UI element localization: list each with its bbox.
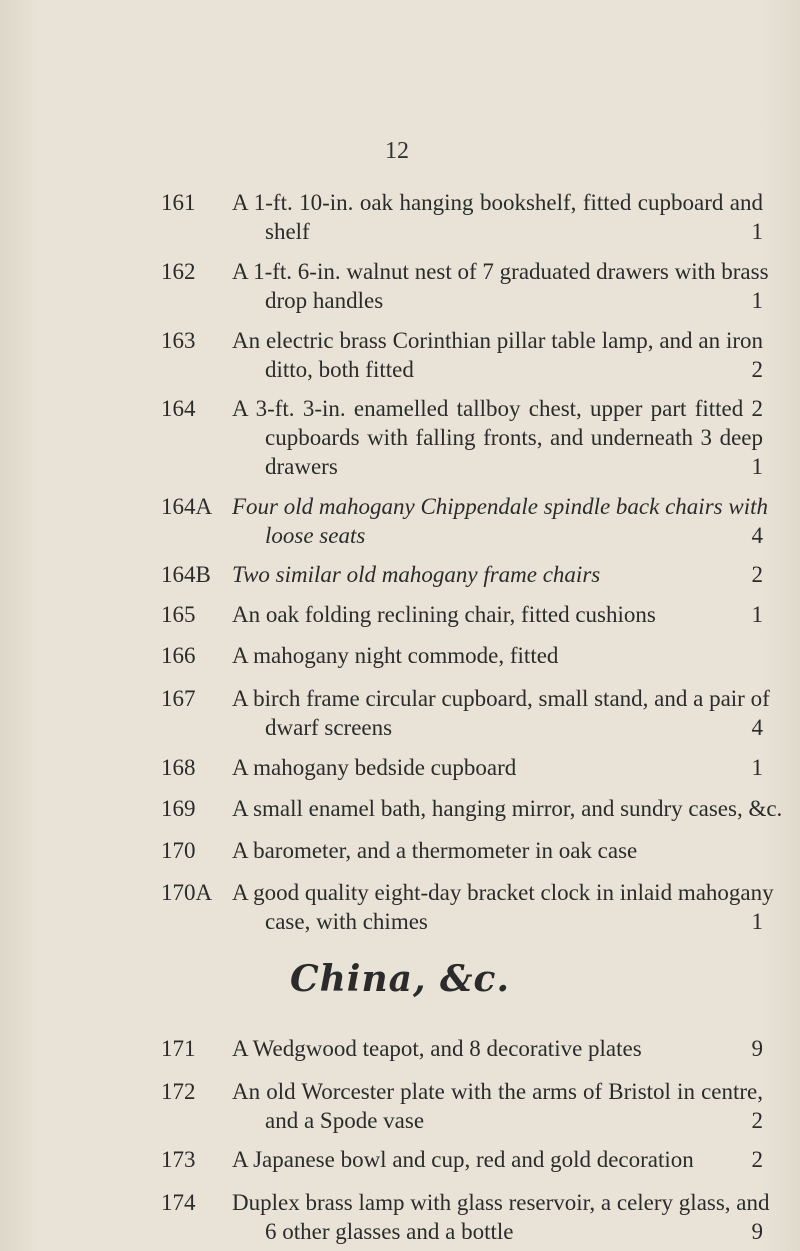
- lot-description: A Wedgwood teapot, and 8 decorative plates: [232, 1036, 642, 1061]
- lot-description: An old Worcester plate with the arms of Bristol in centre,: [232, 1079, 763, 1104]
- lot-description: A small enamel bath, hanging mirror, and sundry cases, &c.: [232, 796, 783, 821]
- lot-quantity: 9: [751, 1036, 763, 1061]
- lot-description: An electric brass Corinthian pillar table lamp, and an iron: [232, 328, 763, 353]
- page-number: 12: [385, 138, 409, 164]
- lot-number: 170A: [161, 880, 213, 905]
- lot-number: 166: [161, 643, 196, 668]
- lot-description: A good quality eight-day bracket clock in inlaid mahogany: [232, 880, 774, 905]
- lot-quantity: 4: [751, 715, 763, 740]
- lot-description: Two similar old mahogany frame chairs: [232, 562, 601, 587]
- lot-description-cont: drop handles: [265, 288, 384, 313]
- lot-quantity: 1: [751, 288, 763, 313]
- lot-description: A Japanese bowl and cup, red and gold decoration: [232, 1147, 694, 1172]
- lot-quantity: 2: [751, 562, 763, 587]
- lot-number: 170: [161, 838, 196, 863]
- lot-quantity: 2: [751, 1147, 763, 1172]
- lot-description: A mahogany bedside cupboard: [232, 755, 517, 780]
- lot-number: 169: [161, 796, 196, 821]
- lot-quantity: 2: [751, 357, 763, 382]
- lot-number: 172: [161, 1079, 196, 1104]
- lot-description: A barometer, and a thermometer in oak case: [232, 838, 638, 863]
- lot-number: 171: [161, 1036, 196, 1061]
- lot-description: A 1-ft. 10-in. oak hanging bookshelf, fitted cupboard and: [232, 190, 763, 215]
- lot-description-cont: and a Spode vase: [265, 1108, 425, 1133]
- lot-description: A 3-ft. 3-in. enamelled tallboy chest, upper part fitted 2: [232, 396, 763, 421]
- lot-quantity: 1: [751, 602, 763, 627]
- lot-quantity: 2: [751, 1108, 763, 1133]
- lot-quantity: 1: [751, 219, 763, 244]
- lot-description-cont: drawers: [265, 454, 338, 479]
- lot-description: A mahogany night commode, fitted: [232, 643, 559, 668]
- lot-number: 164B: [161, 562, 211, 587]
- lot-number: 165: [161, 602, 196, 627]
- lot-description-cont: ditto, both fitted: [265, 357, 414, 382]
- lot-description-cont: dwarf screens: [265, 715, 393, 740]
- lot-quantity: 9: [751, 1219, 763, 1244]
- lot-description-cont: shelf: [265, 219, 310, 244]
- lot-quantity: 1: [751, 909, 763, 934]
- lot-description: A birch frame circular cupboard, small stand, and a pair of: [232, 686, 770, 711]
- lot-number: 163: [161, 328, 196, 353]
- lot-description-cont: loose seats: [265, 523, 366, 548]
- lot-number: 164: [161, 396, 196, 421]
- lot-quantity: 1: [751, 454, 763, 479]
- lot-description: A 1-ft. 6-in. walnut nest of 7 graduated drawers with brass: [232, 259, 769, 284]
- lot-number: 174: [161, 1190, 196, 1215]
- lot-quantity: 4: [751, 523, 763, 548]
- lot-number: 173: [161, 1147, 196, 1172]
- lot-description-cont: cupboards with falling fronts, and underneath 3 deep: [265, 425, 763, 450]
- lot-description: Four old mahogany Chippendale spindle back chairs with: [232, 494, 768, 519]
- lot-number: 167: [161, 686, 196, 711]
- lot-description: Duplex brass lamp with glass reservoir, a celery glass, and: [232, 1190, 770, 1215]
- lot-quantity: 1: [751, 755, 763, 780]
- section-heading: China, &c.: [289, 958, 511, 1000]
- lot-description: An oak folding reclining chair, fitted cushions: [232, 602, 656, 627]
- lot-number: 168: [161, 755, 196, 780]
- lot-description-cont: case, with chimes: [265, 909, 428, 934]
- lot-number: 162: [161, 259, 196, 284]
- lot-number: 161: [161, 190, 196, 215]
- lot-description-cont: 6 other glasses and a bottle: [265, 1219, 514, 1244]
- lot-number: 164A: [161, 494, 213, 519]
